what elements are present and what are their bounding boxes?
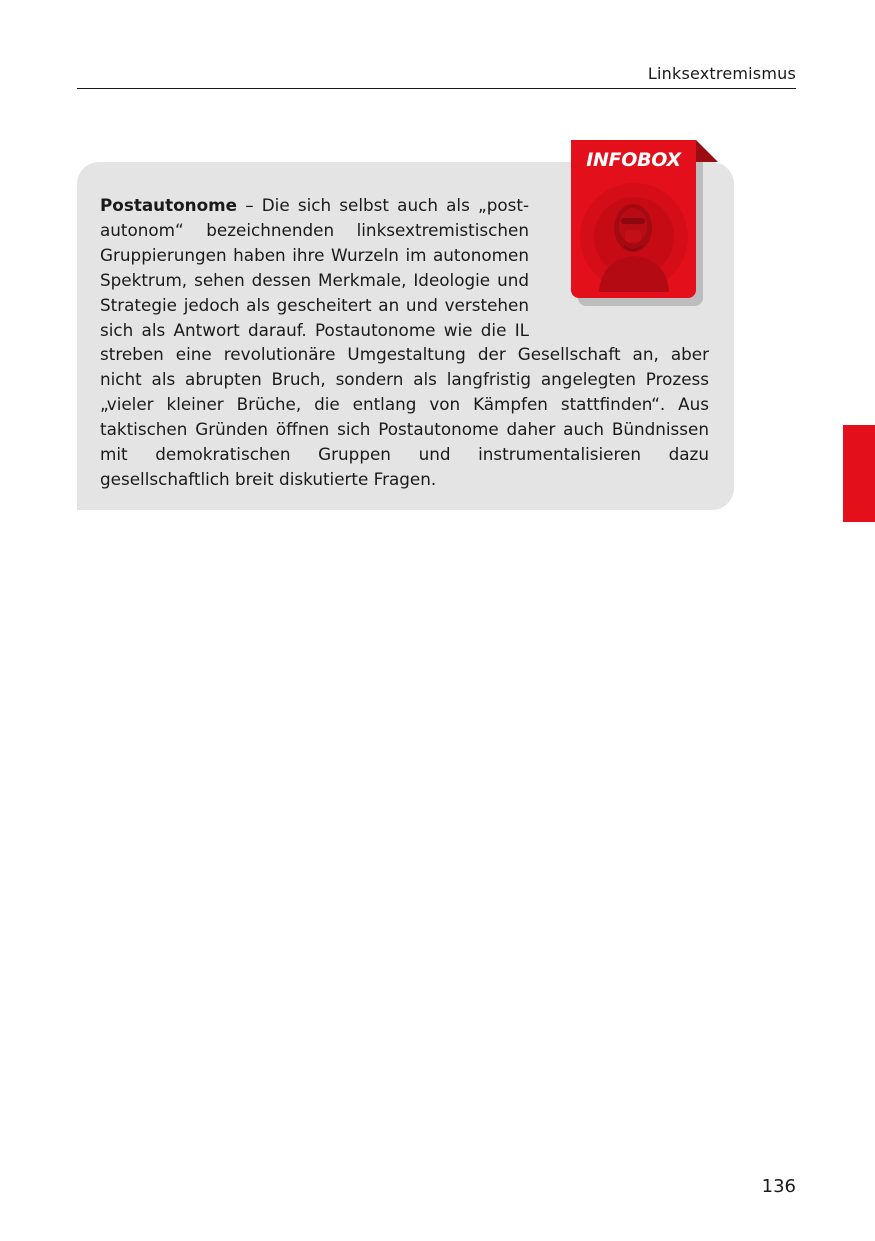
chapter-tab: [843, 425, 875, 522]
running-head-title: Linksextremismus: [647, 64, 796, 83]
infobox-term: Postautonome: [100, 195, 238, 215]
header-rule: [77, 88, 796, 89]
masked-person-icon: [577, 180, 691, 294]
page-number: 136: [761, 1176, 796, 1197]
badge-body: [571, 140, 696, 298]
infobox-badge: [571, 140, 696, 298]
badge-label: INFOBOX: [586, 149, 681, 171]
infobox-definition: – Die sich selbst auch als „post-autonom“ bezeichnenden linksextremistischen Gruppierungen haben ihre Wurzeln im autonomen Spektrum, sehen dessen Merkmale, Ideologie und Strategie jedoch als gescheitert an und verstehen sich als Antwort darauf. Postautonome wie die IL streben eine revolutionäre Umgestaltung der Gesellschaft an, aber nicht als abrupten Bruch, sondern als langfristig angelegten Prozess „vieler kleiner Brüche, die entlang von Kämpfen stattfinden“. Aus taktischen Gründen öffnen sich Postautonome daher auch Bündnissen mit demokratischen Gruppen und instrumentalisieren dazu gesellschaftlich breit diskutierte Fragen.: [100, 195, 709, 489]
badge-fold: [696, 140, 718, 162]
